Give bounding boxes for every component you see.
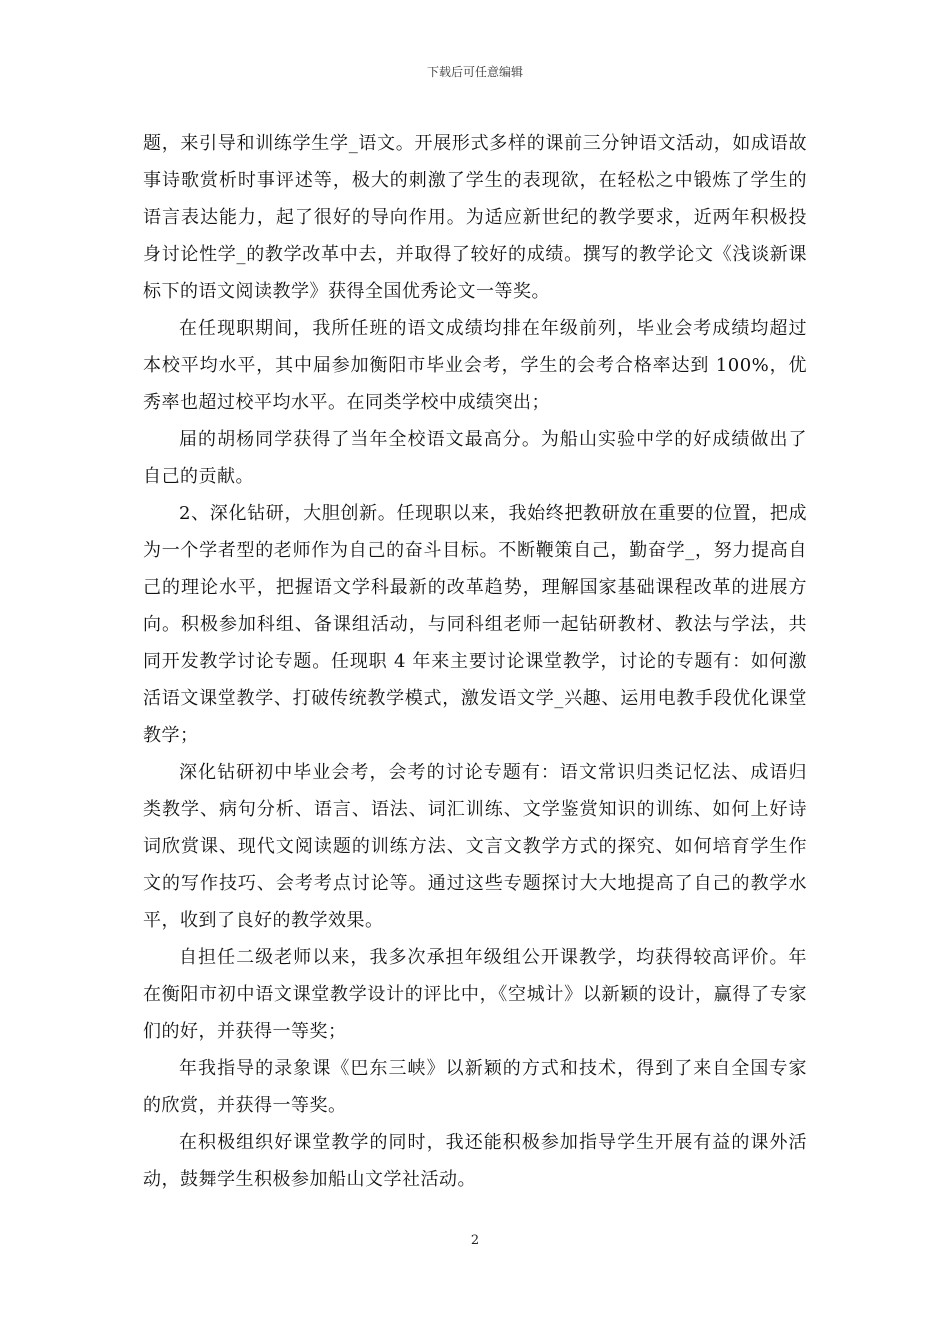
paragraph-open-class: 自担任二级老师以来，我多次承担年级组公开课教学，均获得较高评价。年在衡阳市初中语文课堂教学设计的评比中，《空城计》以新颖的设计，赢得了专家们的好，并获得一等奖；	[143, 947, 807, 1042]
paragraph-research: 2、深化钻研，大胆创新。任现职以来，我始终把教研放在重要的位置，把成为一个学者型的老师作为自己的奋斗目标。不断鞭策自己，勤奋学_，努力提高自己的理论水平，把握语文学科最新的改革趋势，理解国家基础课程改革的进展方向。积极参加科组、备课组活动，与同科组老师一起钻研教材、教法与学法，共同开发教学讨论专题。任现职 4 年来主要讨论课堂教学，讨论的专题有：如何激活语文课堂教学、打破传统教学模式，激发语文学_兴趣、运用电教手段优化课堂教学；	[143, 503, 807, 746]
paragraph-exam-results: 在任现职期间，我所任班的语文成绩均排在年级前列，毕业会考成绩均超过本校平均水平，其中届参加衡阳市毕业会考，学生的会考合格率达到 100%，优秀率也超过校平均水平。在同类学校中成绩突出；	[143, 318, 807, 413]
page-header: 下载后可任意编辑	[426, 65, 523, 79]
paragraph-extracurricular: 在积极组织好课堂教学的同时，我还能积极参加指导学生开展有益的课外活动，鼓舞学生积极参加船山文学社活动。	[143, 1132, 807, 1190]
paragraph-continuation: 题，来引导和训练学生学_语文。开展形式多样的课前三分钟语文活动，如成语故事诗歌赏析时事评述等，极大的刺激了学生的表现欲，在轻松之中锻炼了学生的语言表达能力，起了很好的导向作用。为适应新世纪的教学要求，近两年积极投身讨论性学_的教学改革中去，并取得了较好的成绩。撰写的教学论文《浅谈新课标下的语文阅读教学》获得全国优秀论文一等奖。	[143, 133, 807, 302]
paragraph-video-lesson: 年我指导的录象课《巴东三峡》以新颖的方式和技术，得到了来自全国专家的欣赏，并获得一等奖。	[143, 1058, 807, 1116]
document-body	[143, 125, 807, 1198]
paragraph-top-student: 届的胡杨同学获得了当年全校语文最高分。为船山实验中学的好成绩做出了自己的贡献。	[143, 429, 807, 487]
paragraph-exam-research: 深化钻研初中毕业会考，会考的讨论专题有：语文常识归类记忆法、成语归类教学、病句分析、语言、语法、词汇训练、文学鉴赏知识的训练、如何上好诗词欣赏课、现代文阅读题的训练方法、文言文教学方式的探究、如何培育学生作文的写作技巧、会考考点讨论等。通过这些专题探讨大大地提高了自己的教学水平，收到了良好的教学效果。	[143, 762, 807, 931]
page-number: 2	[470, 1233, 480, 1248]
